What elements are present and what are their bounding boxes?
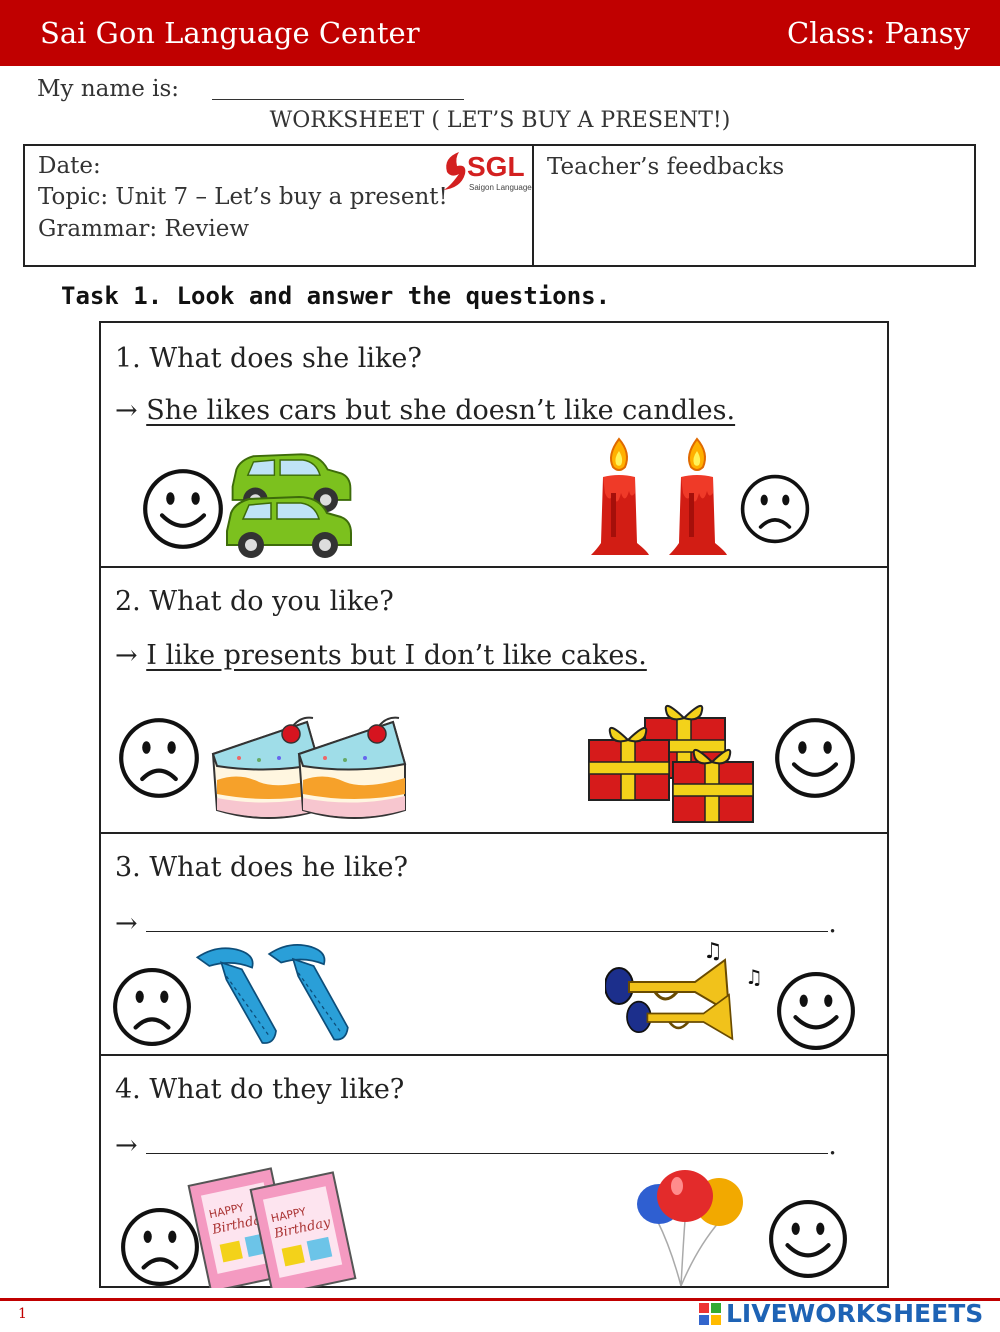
task-table (99, 321, 889, 1288)
sgl-logo (439, 148, 534, 196)
arrow-icon: → (115, 1130, 138, 1161)
cakes-picture (209, 708, 419, 828)
logo-subtext: Saigon Language (469, 183, 532, 192)
birthday-cards-picture (187, 1164, 369, 1288)
task-title: Task 1. Look and answer the questions. (61, 282, 611, 310)
question-1: 1. What does she like? (115, 343, 422, 374)
answer-1: She likes cars but she doesn’t like candles. (146, 395, 736, 426)
smiley-sad-icon (111, 966, 193, 1048)
name-blank-field[interactable] (212, 99, 464, 100)
lesson-info (25, 146, 534, 265)
answer-row-3 (115, 906, 837, 939)
trumpets-picture (605, 940, 769, 1052)
answer-4-input[interactable] (146, 1128, 828, 1154)
question-3: 3. What does he like? (115, 852, 409, 883)
task-item-4 (101, 1056, 887, 1286)
task-item-2 (101, 568, 887, 834)
question-4: 4. What do they like? (115, 1074, 405, 1105)
smiley-happy-icon (775, 970, 857, 1052)
arrow-icon: → (115, 640, 138, 671)
smiley-happy-icon (773, 716, 857, 800)
answer-3-input[interactable] (146, 906, 828, 932)
logo-text: SGL (467, 151, 525, 182)
answer-4-end: . (828, 1130, 837, 1161)
date-label: Date: (38, 153, 101, 179)
question-2: 2. What do you like? (115, 586, 394, 617)
name-label: My name is: (37, 76, 180, 102)
smiley-happy-icon (767, 1198, 849, 1280)
arrow-icon: → (115, 395, 138, 426)
answer-3-end: . (828, 908, 837, 939)
answer-row-1 (115, 395, 735, 426)
header-bar (0, 0, 1000, 66)
class-name: Class: Pansy (787, 16, 970, 50)
answer-row-2 (115, 640, 647, 671)
svg-text:♫: ♫ (703, 940, 723, 964)
balloons-picture (631, 1168, 749, 1288)
page-number: 1 (18, 1306, 27, 1322)
ties-picture (185, 942, 379, 1048)
cars-picture (219, 441, 364, 561)
task-item-1 (101, 323, 887, 568)
answer-row-4 (115, 1128, 837, 1161)
answer-2: I like presents but I don’t like cakes. (146, 640, 647, 671)
smiley-sad-icon (739, 473, 811, 545)
liveworksheets-brand[interactable]: LIVEWORKSHEETS (726, 1299, 984, 1328)
smiley-sad-icon (117, 716, 201, 800)
liveworksheets-logo-icon (699, 1301, 723, 1329)
worksheet-title: WORKSHEET ( LET’S BUY A PRESENT!) (269, 108, 731, 133)
svg-text:♫: ♫ (745, 965, 763, 989)
smiley-happy-icon (141, 467, 225, 551)
feedback-label: Teacher’s feedbacks (547, 154, 785, 180)
center-name: Sai Gon Language Center (40, 16, 420, 50)
arrow-icon: → (115, 908, 138, 939)
topic-text: Topic: Unit 7 – Let’s buy a present! (38, 184, 448, 210)
info-box (23, 144, 976, 267)
task-item-3 (101, 834, 887, 1056)
presents-picture (585, 688, 775, 828)
candles-picture (591, 431, 751, 559)
grammar-text: Grammar: Review (38, 216, 250, 242)
